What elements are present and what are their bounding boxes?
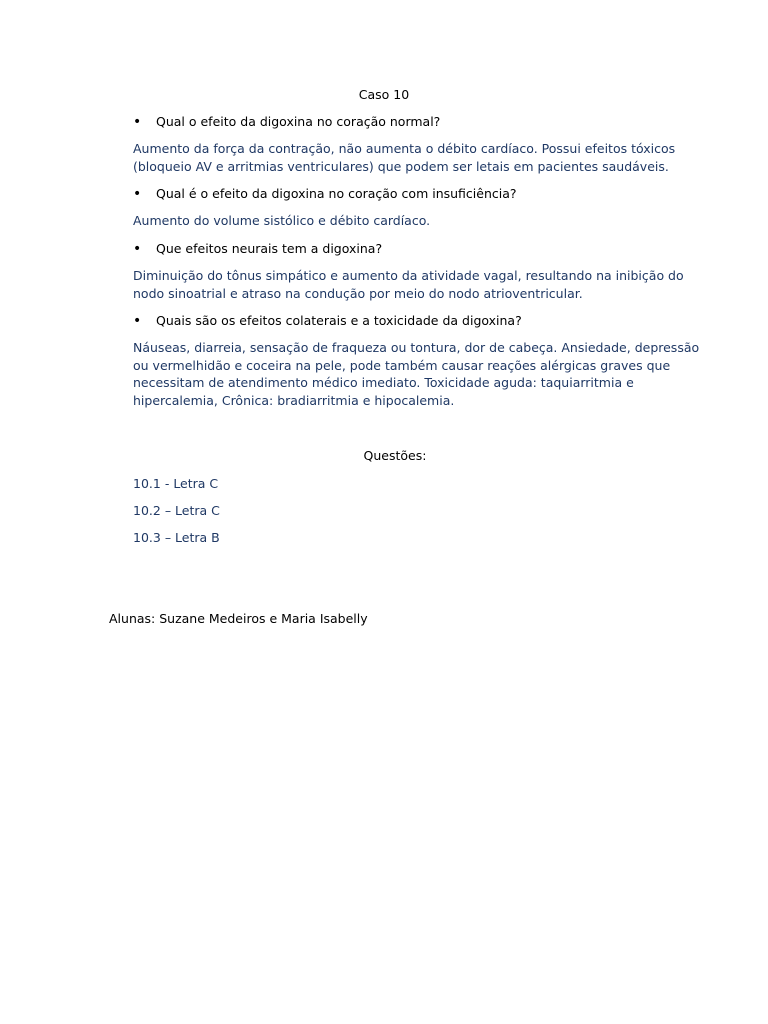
questao-letter: Letra C [173, 476, 219, 491]
answer-line: Diminuição do tônus simpático e aumento da atividade vagal, resultando na inibição do [133, 268, 684, 283]
answer-line: Aumento da força da contração, não aumenta o débito cardíaco. Possui efeitos tóxicos [133, 141, 676, 156]
questao-letter: Letra C [175, 503, 220, 518]
questao-answer [133, 502, 220, 520]
question-text: Que efeitos neurais tem a digoxina? [156, 241, 383, 256]
answer-line: Aumento do volume sistólico e débito cardíaco. [133, 213, 431, 228]
students-footer: Alunas: Suzane Medeiros e Maria Isabelly [109, 611, 368, 626]
answer-line: (bloqueio AV e arritmias ventriculares) que podem ser letais em pacientes saudáveis. [133, 158, 669, 174]
questao-separator: - [160, 476, 174, 491]
answer-line: ou vermelhidão e coceira na pele, pode também causar reações alérgicas graves que [133, 357, 671, 373]
questao-number: 10.1 [133, 476, 161, 491]
bullet-icon: • [133, 114, 142, 130]
document-title: Caso 10 [358, 87, 410, 102]
question-text: Qual o efeito da digoxina no coração normal? [156, 114, 441, 129]
answer-paragraph [133, 339, 700, 409]
answer-line: Náuseas, diarreia, sensação de fraqueza ou tontura, dor de cabeça. Ansiedade, depressão [133, 340, 700, 355]
questao-separator: – [160, 503, 176, 518]
question-text: Quais são os efeitos colaterais e a toxicidade da digoxina? [156, 313, 522, 328]
answer-line: necessitam de atendimento médico imediato. Toxicidade aguda: taquiarritmia e [133, 375, 634, 391]
bullet-icon: • [133, 241, 142, 257]
bullet-icon: • [133, 186, 142, 202]
question-text: Qual é o efeito da digoxina no coração com insuficiência? [156, 186, 517, 201]
answer-paragraph [133, 267, 684, 302]
questao-number: 10.2 [133, 503, 161, 518]
questao-letter: Letra B [175, 530, 220, 545]
questao-separator: – [160, 530, 176, 545]
answer-paragraph [133, 140, 676, 175]
answer-line: nodo sinoatrial e atraso na condução por meio do nodo atrioventricular. [133, 285, 583, 301]
questao-number: 10.3 [133, 530, 161, 545]
questoes-heading: Questões: [363, 448, 427, 463]
bullet-icon: • [133, 313, 142, 329]
questao-answer [133, 529, 220, 547]
questao-answer [133, 475, 218, 493]
answer-line: hipercalemia, Crônica: bradiarritmia e hipocalemia. [133, 392, 455, 408]
answer-paragraph [133, 212, 673, 230]
